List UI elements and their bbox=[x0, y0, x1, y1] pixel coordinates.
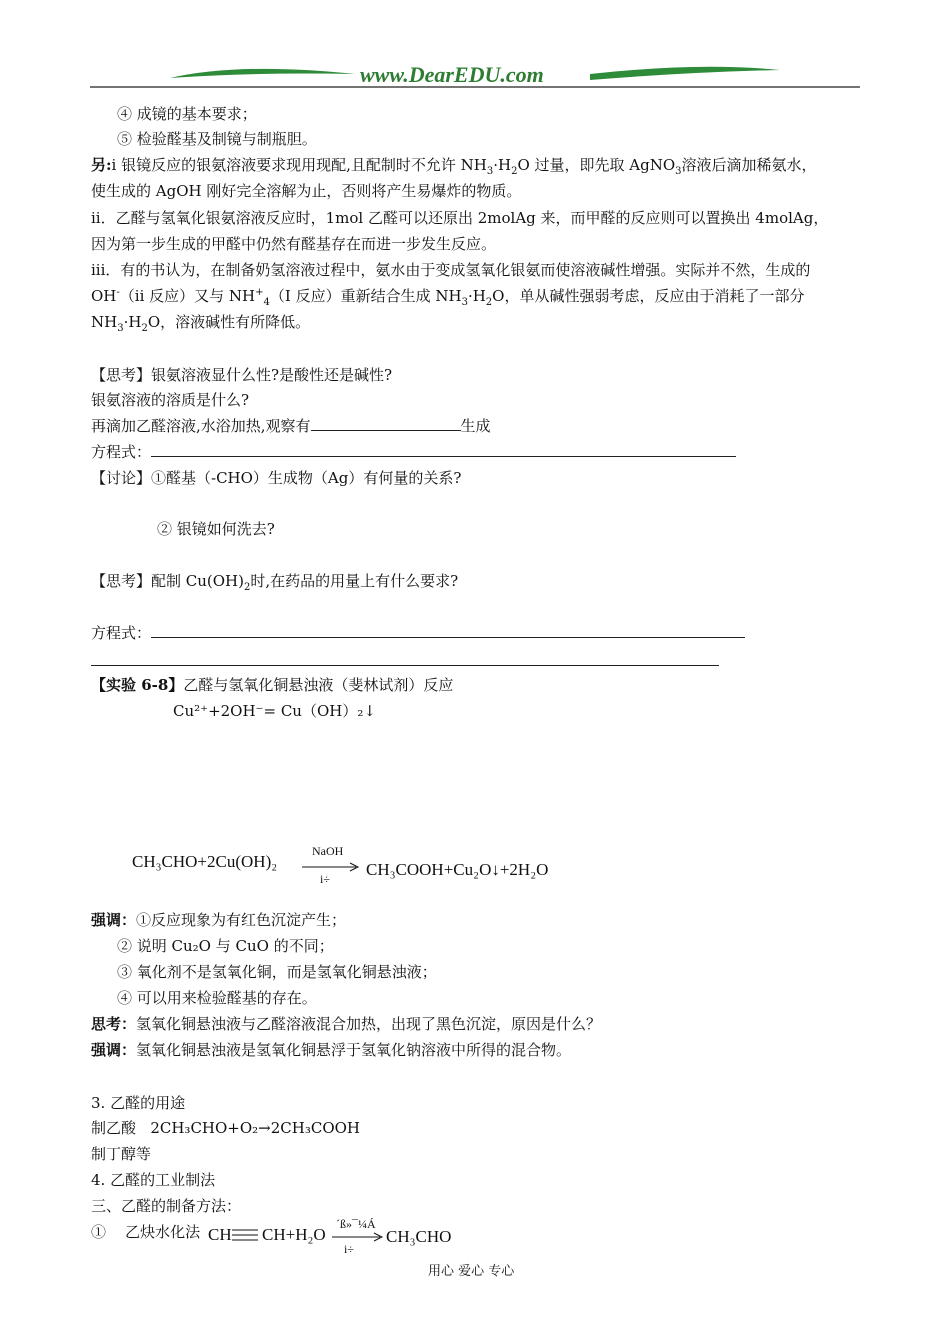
blank-rule bbox=[91, 665, 719, 666]
text-line: ④ 成镜的基本要求； bbox=[117, 105, 257, 123]
reaction2-left: CH bbox=[208, 1225, 232, 1244]
text-line: ③ 氧化剂不是氢氧化铜，而是氢氧化铜悬浊液； bbox=[117, 963, 437, 981]
text-line: ii．乙醛与氢氧化银氨溶液反应时，1mol 乙醛可以还原出 2molAg 来，而甲醛的反应则可以置换出 4molAg， bbox=[91, 209, 829, 227]
reaction2-condition-bottom: i÷ bbox=[344, 1242, 354, 1256]
logo-text: www.DearEDU.com bbox=[360, 62, 544, 87]
text-line: $NH_3\cdot H_2O$，溶液碱性有所降低。 bbox=[91, 313, 311, 334]
precipitate-arrow-icon: ↓ bbox=[491, 860, 500, 879]
logo-right-swoosh bbox=[590, 67, 780, 80]
text-line: 制乙酸 2CH₃CHO+O₂→2CH₃COOH bbox=[91, 1119, 361, 1137]
reaction2-condition-top: ´ß»¯¼Á bbox=[336, 1217, 376, 1231]
text-line: ② 说明 Cu₂O 与 CuO 的不同； bbox=[117, 937, 334, 955]
header-logo bbox=[90, 60, 860, 90]
triple-bond-icon bbox=[232, 1228, 258, 1242]
text-line: 再滴加乙醛溶液,水浴加热,观察有 生成 bbox=[91, 417, 491, 435]
text-line: 制丁醇等 bbox=[91, 1145, 152, 1163]
fill-blank bbox=[151, 623, 745, 638]
reaction-condition-bottom: i÷ bbox=[320, 872, 330, 886]
text-line: ① 乙炔水化法 bbox=[91, 1223, 201, 1241]
fill-blank bbox=[151, 442, 736, 457]
section-title: 4. 乙醛的工业制法 bbox=[91, 1171, 216, 1189]
think-question: 思考：氢氧化铜悬浊液与乙醛溶液混合加热，出现了黑色沉淀，原因是什么？ bbox=[91, 1015, 602, 1033]
text-line: 使生成的 AgOH 刚好完全溶解为止，否则将产生易爆炸的物质。 bbox=[91, 182, 522, 200]
text-line: ④ 可以用来检验醛基的存在。 bbox=[117, 989, 317, 1007]
ionic-equation: Cu²⁺+2OH⁻= Cu（OH）₂↓ bbox=[173, 702, 376, 720]
section-title: 3. 乙醛的用途 bbox=[91, 1094, 186, 1112]
text-line: OH-（ii 反应）又与 $NH^+_4(I$ 反应）重新结合生成 $NH_3\cdot H_2O$，单从碱性强弱考虑，反应由于消耗了一部分 bbox=[91, 287, 805, 308]
reaction2-right: CH₃CHO bbox=[386, 1227, 452, 1246]
discussion-item: ② 银镜如何洗去? bbox=[157, 520, 275, 538]
reaction-right: CH₃COOH+Cu₂O↓+2H₂O bbox=[366, 860, 549, 879]
text-line: 因为第一步生成的甲醛中仍然有醛基存在而进一步发生反应。 bbox=[91, 235, 497, 253]
emphasis: 强调：氢氧化铜悬浊液是氢氧化铜悬浮于氢氧化钠溶液中所得的混合物。 bbox=[91, 1041, 572, 1059]
reaction2-arrow bbox=[332, 1232, 384, 1242]
footer-slogan: 用心 爱心 专心 bbox=[428, 1264, 515, 1279]
emphasis: 强调：①反应现象为有红色沉淀产生； bbox=[91, 911, 347, 929]
text-line: 银氨溶液的溶质是什么? bbox=[91, 391, 250, 409]
text-line: ⑤ 检验醛基及制镜与制瓶胆。 bbox=[117, 130, 317, 148]
equation-line: 方程式： bbox=[91, 442, 736, 462]
equation-line: 方程式： bbox=[91, 623, 745, 643]
discussion: 【讨论】①醛基（-CHO）生成物（Ag）有何量的关系? bbox=[91, 469, 462, 487]
reaction-left: CH₃CHO+2Cu(OH)₂ bbox=[132, 852, 278, 871]
reaction-arrow bbox=[302, 862, 360, 872]
think-question: 【思考】银氨溶液显什么性?是酸性还是碱性? bbox=[91, 366, 393, 384]
think-question: 【思考】配制 $Cu(OH)_2$时,在药品的用量上有什么要求? bbox=[91, 572, 459, 593]
fill-blank bbox=[311, 416, 461, 431]
experiment-title: 【实验 6-8】乙醛与氢氧化铜悬浊液（斐林试剂）反应 bbox=[91, 676, 454, 694]
text-line: iii．有的书认为，在制备奶氢溶液过程中，氨水由于变成氢氧化银氨而使溶液碱性增强。实际并不然，生成的 bbox=[91, 261, 811, 279]
section-title: 三、乙醛的制备方法： bbox=[91, 1197, 242, 1215]
note-i: 另:i 银镜反应的银氨溶液要求现用现配,且配制时不允许 $NH_3\cdot H_2O$ 过量，即先取 AgNO$_3$溶液后滴加稀氨水， bbox=[91, 156, 817, 177]
reaction-condition-top: NaOH bbox=[312, 844, 344, 858]
logo-left-swoosh bbox=[170, 69, 355, 78]
reaction2-mid: CH+H₂O bbox=[262, 1225, 326, 1244]
